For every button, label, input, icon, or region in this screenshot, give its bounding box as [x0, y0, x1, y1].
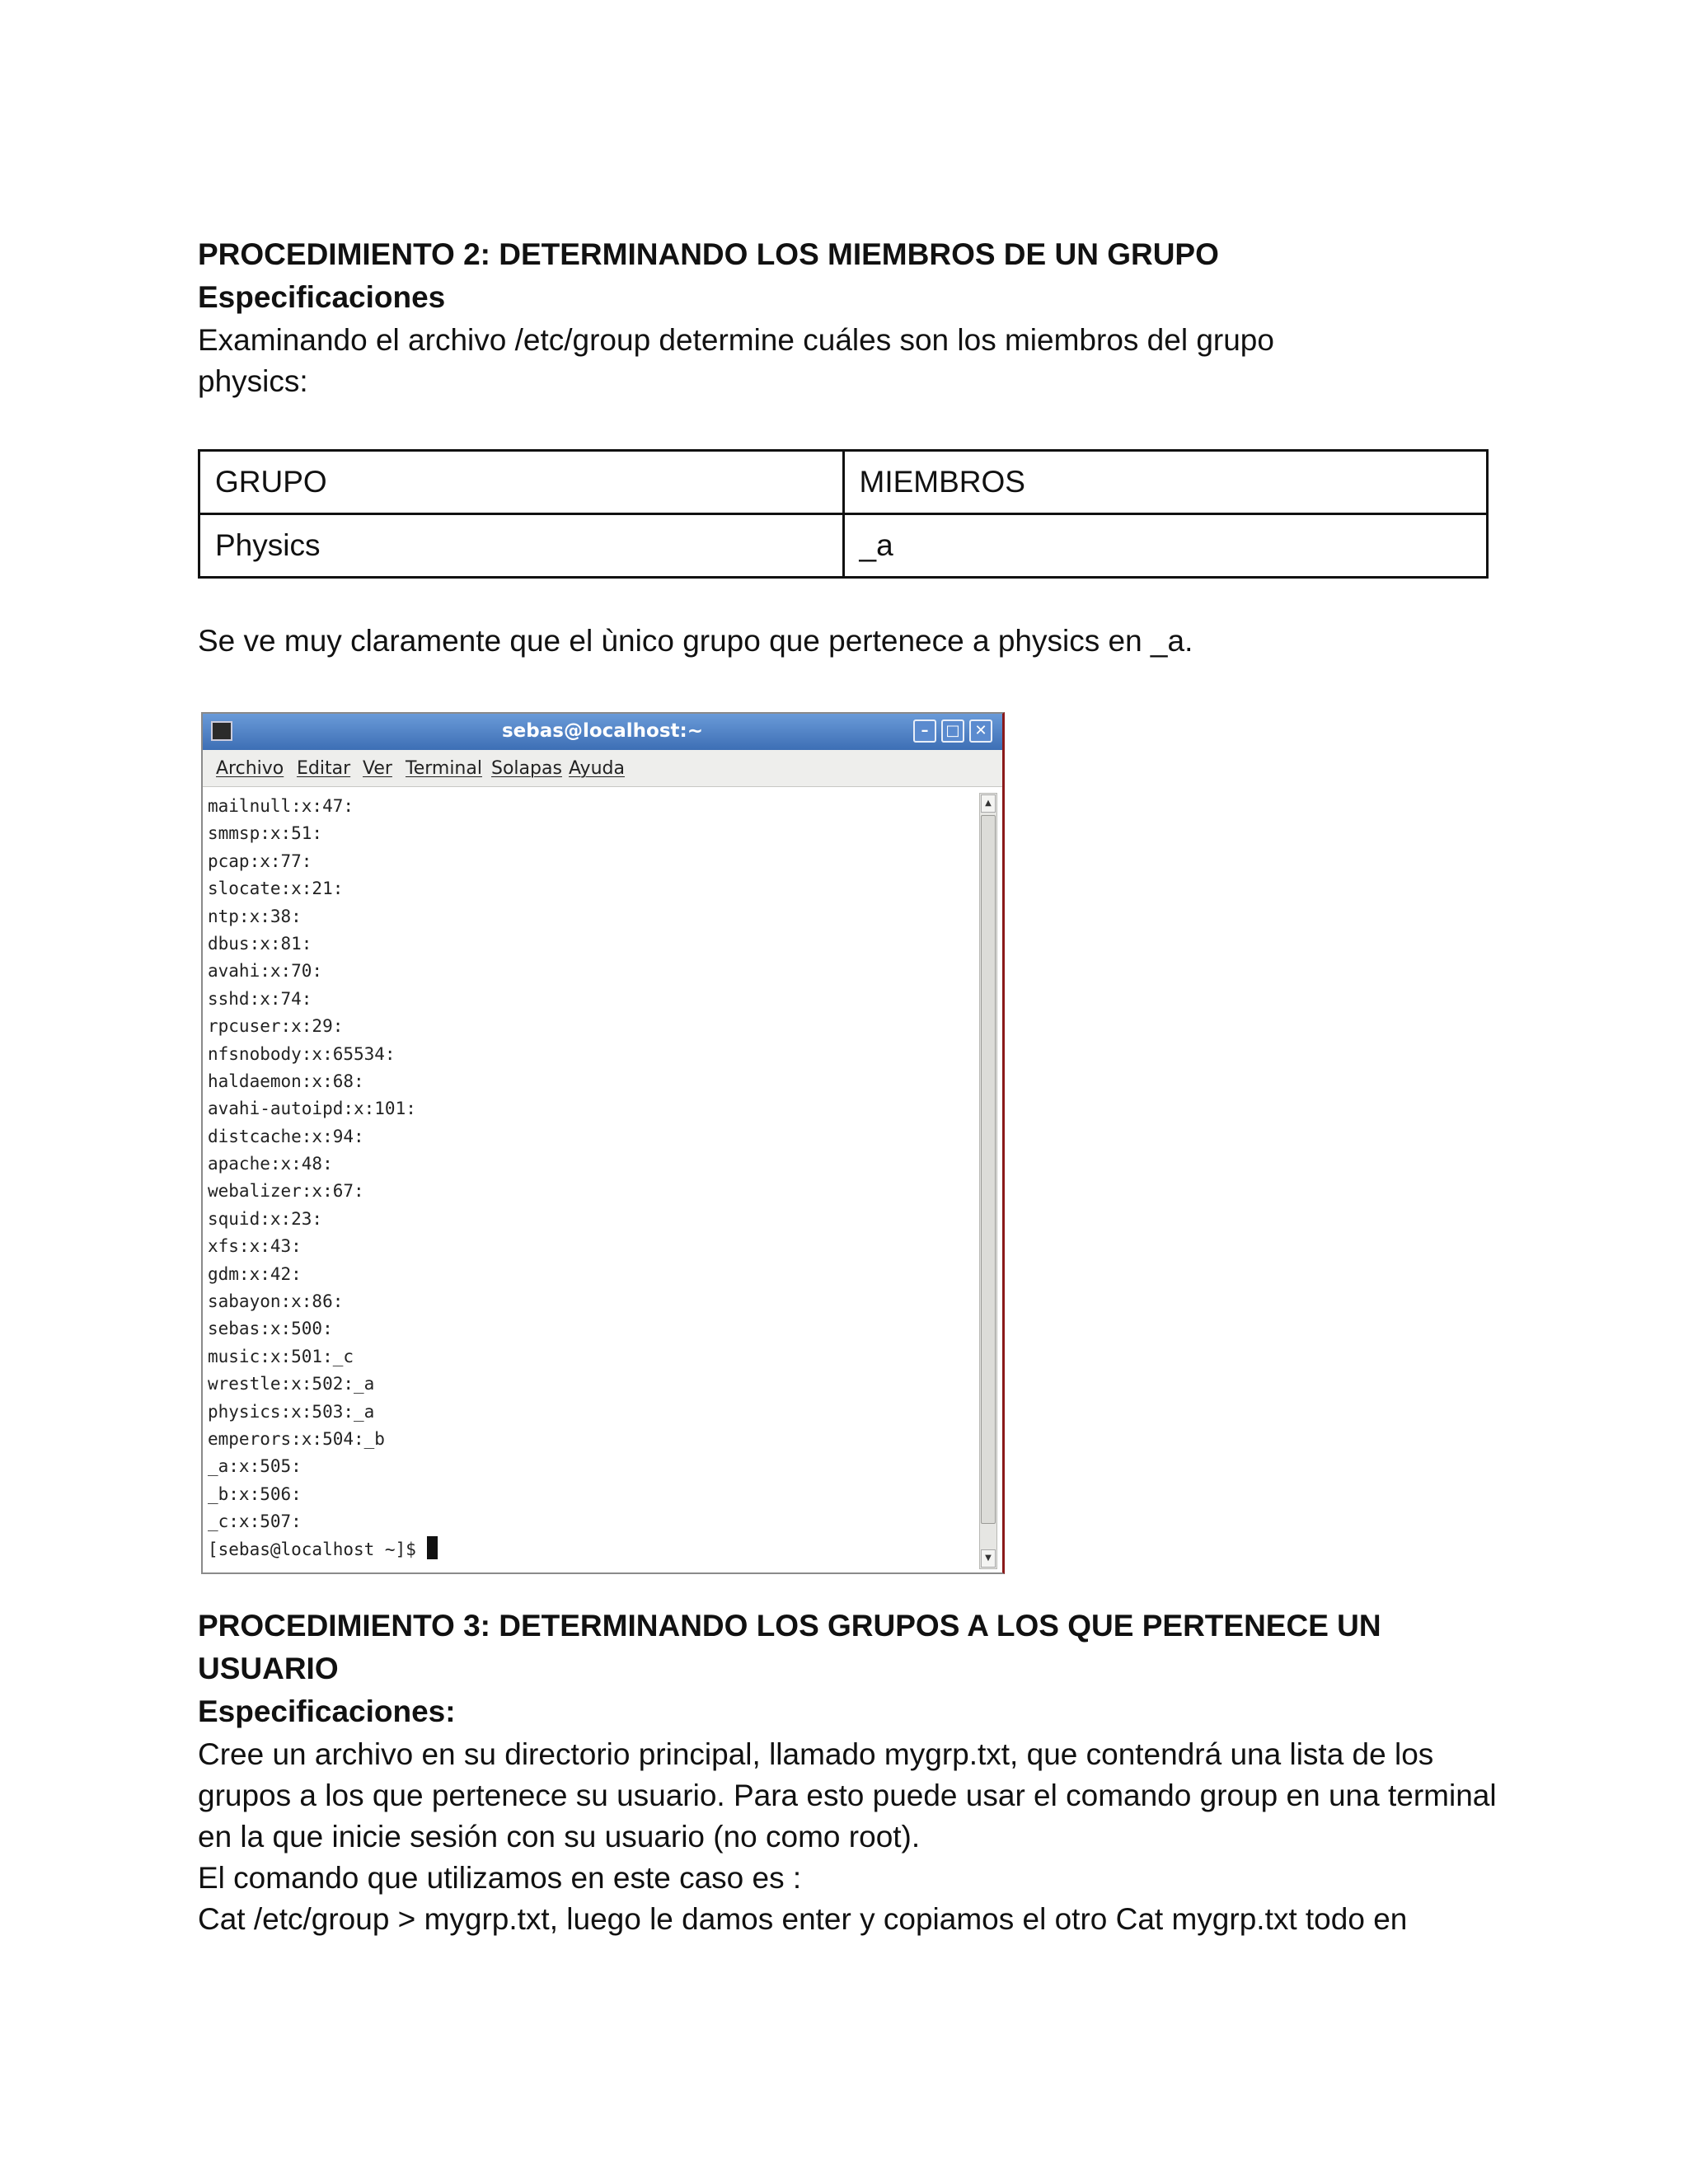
- terminal-line: slocate:x:21:: [208, 879, 344, 899]
- terminal-line: physics:x:503:_a: [208, 1401, 375, 1422]
- terminal-line: nfsnobody:x:65534:: [208, 1043, 396, 1064]
- scroll-up-arrow-icon[interactable]: ▲: [981, 794, 996, 813]
- terminal-line: distcache:x:94:: [208, 1126, 364, 1146]
- procedure-3-body-line-1: Cree un archivo en su directorio principal, llamado mygrp.txt, que contendrá una lista de los: [198, 1737, 1434, 1771]
- procedure-2-spec-label: Especificaciones: [198, 280, 446, 314]
- procedure-3-heading-line-2: USUARIO: [198, 1652, 339, 1685]
- terminal-line: apache:x:48:: [208, 1154, 333, 1174]
- menu-item-ayuda[interactable]: Ayuda: [569, 758, 625, 779]
- close-icon[interactable]: ✕: [969, 719, 992, 743]
- terminal-line: wrestle:x:502:_a: [208, 1374, 375, 1394]
- procedure-2-body-line-1: Examinando el archivo /etc/group determine cuáles son los miembros del grupo: [198, 323, 1274, 357]
- terminal-line: emperors:x:504:_b: [208, 1428, 385, 1449]
- terminal-titlebar: [203, 714, 1002, 750]
- conclusion-text: Se ve muy claramente que el ùnico grupo que pertenece a physics en _a.: [198, 624, 1193, 658]
- table-row: [199, 514, 1488, 578]
- terminal-line: mailnull:x:47:: [208, 796, 354, 816]
- terminal-line: sebas:x:500:: [208, 1319, 333, 1339]
- procedure-3-spec-label: Especificaciones:: [198, 1694, 456, 1728]
- table-cell: Physics: [199, 514, 844, 578]
- procedure-3-body-line-4: El comando que utilizamos en este caso es :: [198, 1861, 802, 1895]
- terminal-title: sebas@localhost:~: [501, 720, 703, 742]
- table-header-row: [199, 451, 1488, 514]
- procedure-2-heading: PROCEDIMIENTO 2: DETERMINANDO LOS MIEMBROS DE UN GRUPO: [198, 237, 1219, 271]
- terminal-line: sshd:x:74:: [208, 988, 312, 1009]
- terminal-menubar: [203, 750, 1002, 787]
- terminal-line: ntp:x:38:: [208, 906, 302, 926]
- terminal-prompt-line: [208, 1536, 970, 1563]
- scroll-thumb[interactable]: [981, 815, 996, 1524]
- terminal-line: smmsp:x:51:: [208, 823, 323, 844]
- terminal-line: xfs:x:43:: [208, 1236, 302, 1257]
- terminal-line: _a:x:505:: [208, 1456, 302, 1477]
- terminal-window: [201, 712, 1005, 1574]
- group-members-table: [198, 449, 1489, 579]
- procedure-2-body-line-2: physics:: [198, 364, 308, 398]
- terminal-line: music:x:501:_c: [208, 1346, 354, 1366]
- terminal-cursor: [427, 1536, 438, 1559]
- terminal-line: squid:x:23:: [208, 1208, 323, 1229]
- procedure-3-heading-line-1: PROCEDIMIENTO 3: DETERMINANDO LOS GRUPOS A LOS QUE PERTENECE UN: [198, 1609, 1381, 1643]
- table-header-cell: GRUPO: [199, 451, 844, 514]
- terminal-line: pcap:x:77:: [208, 851, 312, 871]
- terminal-line: haldaemon:x:68:: [208, 1071, 364, 1091]
- menu-item-archivo[interactable]: Archivo: [216, 758, 284, 779]
- menu-item-ver[interactable]: Ver: [363, 758, 392, 779]
- maximize-icon[interactable]: □: [941, 719, 964, 743]
- terminal-output[interactable]: [208, 793, 970, 1568]
- minimize-icon[interactable]: –: [913, 719, 936, 743]
- terminal-line: avahi:x:70:: [208, 961, 323, 982]
- procedure-3-body-line-5: Cat /etc/group > mygrp.txt, luego le damos enter y copiamos el otro Cat mygrp.txt todo en: [198, 1902, 1408, 1936]
- menu-item-terminal[interactable]: Terminal: [406, 758, 482, 779]
- menu-item-solapas[interactable]: Solapas: [491, 758, 562, 779]
- terminal-prompt: [sebas@localhost ~]$: [208, 1539, 427, 1559]
- procedure-3-body-line-2: grupos a los que pertenece su usuario. Para esto puede usar el comando group en una terminal: [198, 1779, 1497, 1812]
- terminal-line: sabayon:x:86:: [208, 1291, 344, 1312]
- terminal-line: webalizer:x:67:: [208, 1181, 364, 1202]
- terminal-line: _c:x:507:: [208, 1511, 302, 1532]
- menu-item-editar[interactable]: Editar: [297, 758, 351, 779]
- terminal-line: gdm:x:42:: [208, 1263, 302, 1284]
- terminal-line: rpcuser:x:29:: [208, 1016, 344, 1037]
- scroll-down-arrow-icon[interactable]: ▼: [981, 1549, 996, 1568]
- table-cell: _a: [843, 514, 1488, 578]
- terminal-line: dbus:x:81:: [208, 933, 312, 954]
- procedure-3-body-line-3: en la que inicie sesión con su usuario (no como root).: [198, 1820, 921, 1854]
- terminal-scrollbar[interactable]: [979, 793, 997, 1569]
- table-header-cell: MIEMBROS: [843, 451, 1488, 514]
- terminal-line: avahi-autoipd:x:101:: [208, 1099, 416, 1119]
- terminal-line: _b:x:506:: [208, 1483, 302, 1504]
